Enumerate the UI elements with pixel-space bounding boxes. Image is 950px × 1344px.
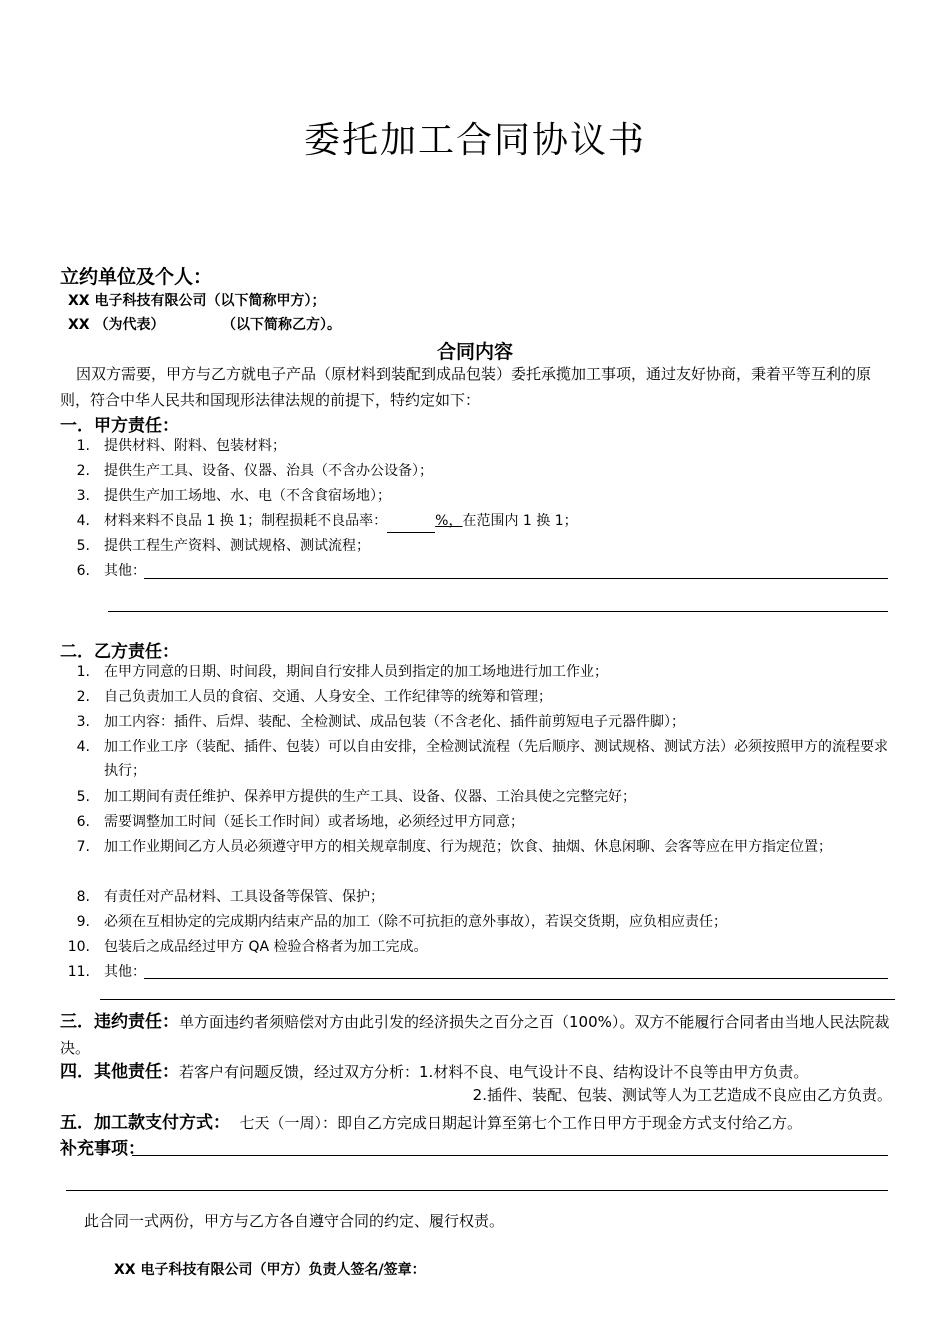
item-number: 10. [67,939,90,955]
supplement-heading: 补充事项： [60,1139,145,1159]
party-a-signature-label: XX 电子科技有限公司（甲方）负责人签名/签章： [114,1262,426,1278]
section2-other-line-2[interactable] [100,999,895,1000]
section1-other-line-1[interactable] [144,578,888,579]
item-text: 有责任对产品材料、工具设备等保管、保护； [104,889,384,905]
section4-heading: 四．其他责任： [60,1062,179,1082]
party-b-suffix: （以下简称乙方）。 [222,317,341,333]
contract-heading: 合同内容 [436,341,513,363]
item-text: 需要调整加工时间（延长工作时间）或者场地，必须经过甲方同意； [104,814,524,830]
supplement-line-2[interactable] [66,1190,888,1191]
item-text: 加工期间有责任维护、保养甲方提供的生产工具、设备、仪器、工治具使之完整完好； [104,789,636,805]
item-number: 7. [76,839,90,855]
item-text: 加工作业期间乙方人员必须遵守甲方的相关规章制度、行为规范；饮食、抽烟、休息闲聊、会客等应在甲方指定位置； [104,839,832,855]
item-text: 加工内容：插件、后焊、装配、全检测试、成品包装（不含老化、插件前剪短电子元器件脚）； [104,714,685,730]
section3-text: 单方面违约者须赔偿对方由此引发的经济损失之百分之百（100%）。双方不能履行合同者由当地人民法院裁决。 [60,1013,890,1057]
party-b-name: XX （为代表） [68,317,165,333]
defect-rate-blank[interactable] [387,518,435,533]
item-text-b: 在范围内 1 换 1； [462,513,578,529]
section1-other-line-2[interactable] [108,611,888,612]
item-number: 11. [67,964,90,980]
closing-statement: 此合同一式两份，甲方与乙方各自遵守合同的约定、履行权责。 [84,1212,505,1230]
item-text: 自己负责加工人员的食宿、交通、人身安全、工作纪律等的统筹和管理； [104,689,552,705]
item-number: 9. [76,914,90,930]
item-number: 4. [76,739,90,755]
item-text: 其他： [104,563,146,579]
item-text: 加工作业工序（装配、插件、包装）可以自由安排，全检测试流程（先后顺序、测试规格、测试方法）必须按照甲方的流程要求执行； [104,739,888,779]
document-title: 委托加工合同协议书 [303,120,646,161]
intro-paragraph: 因双方需要，甲方与乙方就电子产品（原材料到装配到成品包装）委托承揽加工事项，通过友好协商，秉着平等互利的原则，符合中华人民共和国现形法律法规的前提下，特约定如下： [60,365,872,409]
item-number: 2. [76,463,90,479]
item-number: 2. [76,689,90,705]
section1-heading: 一．甲方责任： [60,416,179,436]
item-number: 3. [76,488,90,504]
parties-heading: 立约单位及个人： [60,266,213,288]
party-a: XX 电子科技有限公司（以下简称甲方）； [68,293,326,309]
item-text: 提供生产工具、设备、仪器、治具（不含办公设备）； [104,463,433,479]
section5-text: 七天（一周）：即自乙方完成日期起计算至第七个工作日甲方于现金方式支付给乙方。 [239,1114,803,1132]
item-number: 6. [76,563,90,579]
section3-heading: 三．违约责任： [60,1012,179,1032]
item-text: 提供工程生产资料、测试规格、测试流程； [104,538,370,554]
item-number: 6. [76,814,90,830]
section5-heading: 五．加工款支付方式： [60,1113,230,1133]
item-number: 5. [76,789,90,805]
supplement-line-1[interactable] [132,1155,888,1156]
section4-text-1: 若客户有问题反馈，经过双方分析：1.材料不良、电气设计不良、结构设计不良等由甲方负责。 [179,1063,809,1081]
item-number: 5. [76,538,90,554]
percent-suffix: %， [435,513,463,529]
section3-paragraph [60,1009,895,1061]
section5-line [60,1108,802,1133]
item-number: 8. [76,889,90,905]
item-text [104,509,894,533]
section4-line-1 [60,1057,808,1082]
section4-text-2: 2.插件、装配、包装、测试等人为工艺造成不良应由乙方负责。 [472,1086,892,1104]
item-number: 3. [76,714,90,730]
item-text: 必须在互相协定的完成期内结束产品的加工（除不可抗拒的意外事故），若误交货期，应负相应责任； [104,914,727,930]
section2-other-line-1[interactable] [144,978,888,979]
item-text: 在甲方同意的日期、时间段，期间自行安排人员到指定的加工场地进行加工作业； [104,664,608,680]
item-text: 其他： [104,964,146,980]
item-text: 提供生产加工场地、水、电（不含食宿场地）； [104,488,391,504]
item-number: 4. [76,513,90,529]
item-text: 提供材料、附料、包装材料； [104,438,286,454]
item-number: 1. [76,664,90,680]
item-text-a: 材料来料不良品 1 换 1；制程损耗不良品率： [104,513,388,529]
section2-heading: 二．乙方责任： [60,642,179,662]
item-text: 包装后之成品经过甲方 QA 检验合格者为加工完成。 [104,939,428,955]
item-number: 1. [76,438,90,454]
